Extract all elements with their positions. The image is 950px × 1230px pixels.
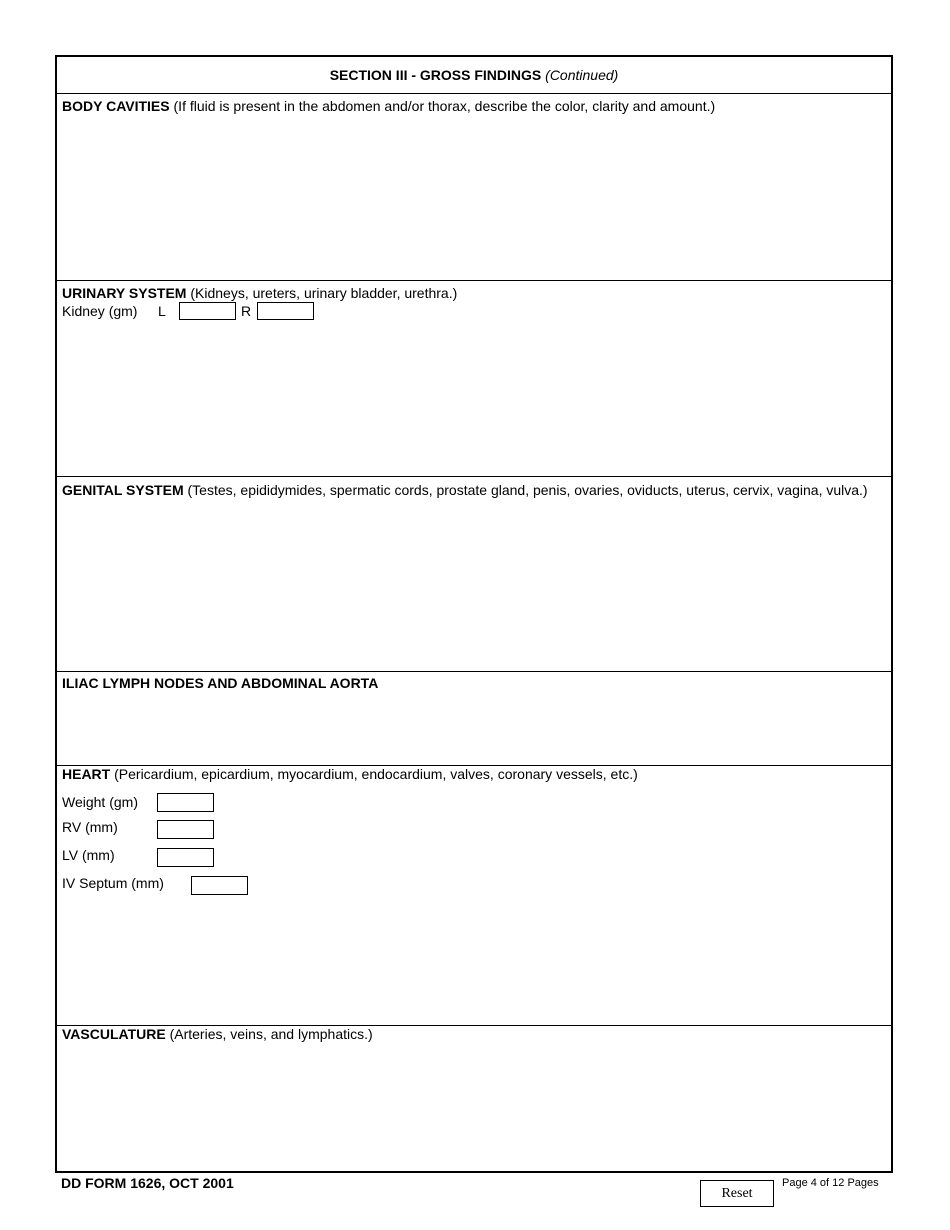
body-cavities-description: (If fluid is present in the abdomen and/or thorax, describe the color, clarity and amount.) bbox=[173, 98, 716, 114]
heart-weight-input[interactable] bbox=[157, 793, 214, 812]
kidney-right-input[interactable] bbox=[257, 302, 314, 320]
vasculature-section[interactable] bbox=[57, 1026, 891, 1173]
body-cavities-heading bbox=[62, 98, 886, 115]
rv-input[interactable] bbox=[157, 820, 214, 839]
iv-septum-input[interactable] bbox=[191, 876, 248, 895]
vasculature-description: (Arteries, veins, and lymphatics.) bbox=[169, 1026, 373, 1042]
lv-input[interactable] bbox=[157, 848, 214, 867]
iliac-lymph-nodes-section[interactable] bbox=[57, 672, 891, 766]
body-cavities-section[interactable] bbox=[57, 94, 891, 281]
genital-system-description: (Testes, epididymides, spermatic cords, prostate gland, penis, ovaries, oviducts, uterus, cervix, vagina, vulva.) bbox=[187, 482, 868, 498]
kidney-left-label: L bbox=[158, 303, 166, 319]
heart-section[interactable] bbox=[57, 766, 891, 1026]
kidney-row bbox=[62, 303, 137, 320]
heart-description: (Pericardium, epicardium, myocardium, endocardium, valves, coronary vessels, etc.) bbox=[114, 766, 638, 782]
urinary-system-heading bbox=[62, 285, 886, 302]
section-continued-note: (Continued) bbox=[545, 67, 619, 83]
form-frame bbox=[55, 55, 893, 1173]
reset-button[interactable]: Reset bbox=[700, 1180, 774, 1207]
iv-septum-label: IV Septum (mm) bbox=[62, 875, 164, 891]
genital-system-heading bbox=[62, 482, 886, 499]
section-title: SECTION III - GROSS FINDINGS bbox=[329, 67, 542, 83]
genital-system-section[interactable] bbox=[57, 477, 891, 672]
iliac-title: ILIAC LYMPH NODES AND ABDOMINAL AORTA bbox=[62, 675, 379, 691]
urinary-system-title: URINARY SYSTEM bbox=[62, 285, 187, 301]
iliac-heading bbox=[62, 675, 886, 692]
lv-label: LV (mm) bbox=[62, 847, 115, 863]
rv-label: RV (mm) bbox=[62, 819, 118, 835]
body-cavities-title: BODY CAVITIES bbox=[62, 98, 170, 114]
genital-system-title: GENITAL SYSTEM bbox=[62, 482, 184, 498]
kidney-right-label: R bbox=[241, 303, 252, 319]
heart-heading bbox=[62, 766, 886, 783]
page-indicator: Page 4 of 12 Pages bbox=[782, 1177, 879, 1189]
kidney-label: Kidney (gm) bbox=[62, 303, 138, 319]
vasculature-heading bbox=[62, 1026, 886, 1043]
vasculature-title: VASCULATURE bbox=[62, 1026, 166, 1042]
heart-title: HEART bbox=[62, 766, 111, 782]
form-identifier: DD FORM 1626, OCT 2001 bbox=[61, 1175, 234, 1191]
section-header bbox=[57, 57, 891, 94]
kidney-left-input[interactable] bbox=[179, 302, 236, 320]
heart-weight-label: Weight (gm) bbox=[62, 794, 138, 810]
urinary-system-description: (Kidneys, ureters, urinary bladder, urethra.) bbox=[190, 285, 458, 301]
urinary-system-section[interactable] bbox=[57, 281, 891, 477]
